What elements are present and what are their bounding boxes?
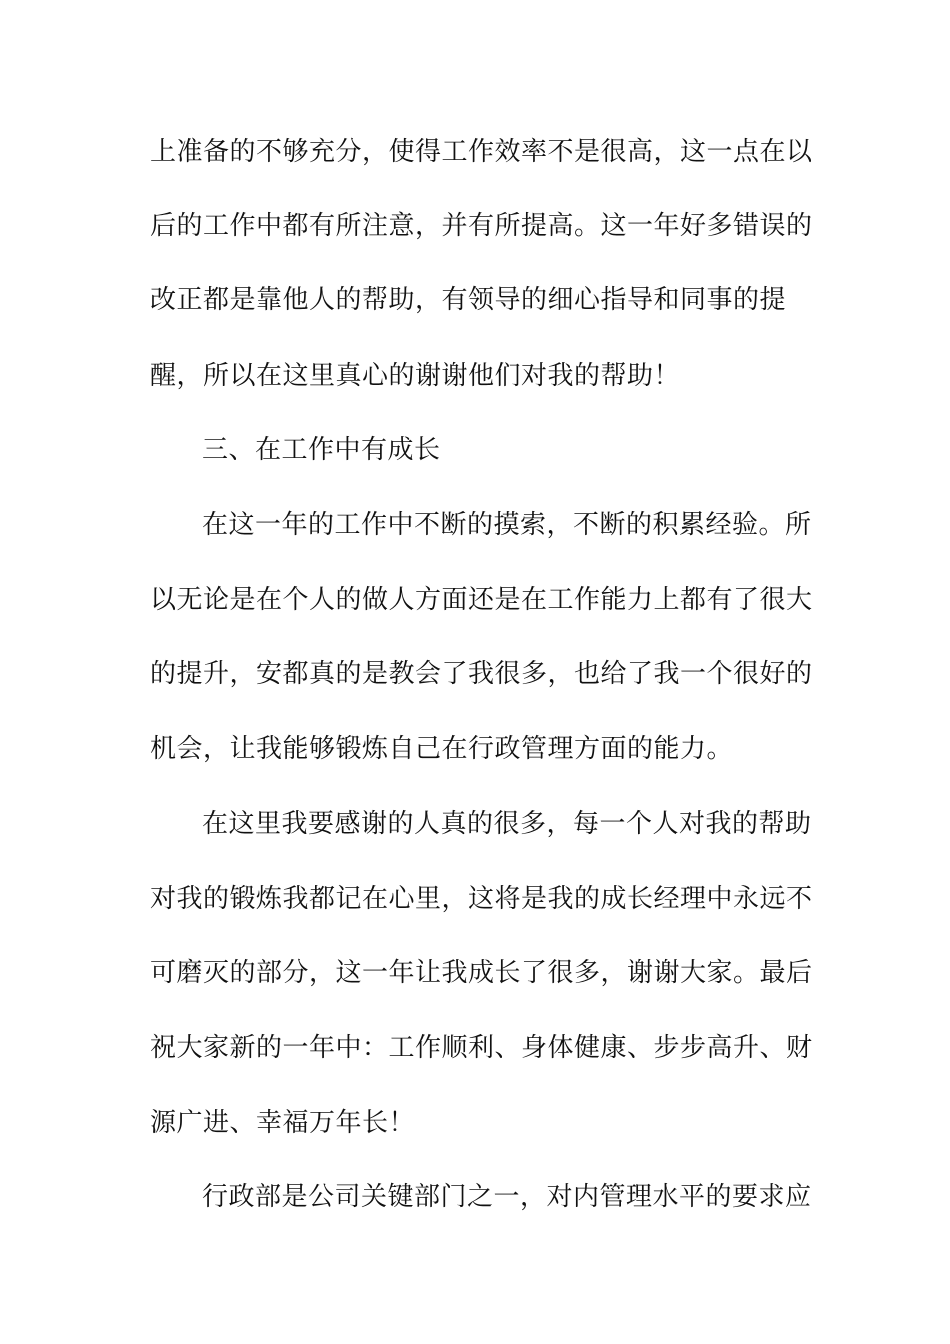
section-heading: 三、在工作中有成长 xyxy=(202,435,441,465)
text-line: 源广进、幸福万年长！ xyxy=(150,1108,416,1138)
text-line: 在这一年的工作中不断的摸索，不断的积累经验。所 xyxy=(202,510,812,540)
text-line: 后的工作中都有所注意，并有所提高。这一年好多错误的 xyxy=(150,211,813,241)
text-line: 可磨灭的部分，这一年让我成长了很多，谢谢大家。最后 xyxy=(150,958,813,988)
text-line: 在这里我要感谢的人真的很多，每一个人对我的帮助 xyxy=(202,809,812,839)
text-line: 祝大家新的一年中：工作顺利、身体健康、步步高升、财 xyxy=(150,1033,813,1063)
text-line: 机会，让我能够锻炼自己在行政管理方面的能力。 xyxy=(150,734,734,764)
text-line: 以无论是在个人的做人方面还是在工作能力上都有了很大 xyxy=(150,585,813,615)
text-line: 对我的锻炼我都记在心里，这将是我的成长经理中永远不 xyxy=(150,884,813,914)
text-line: 的提升，安都真的是教会了我很多，也给了我一个很好的 xyxy=(150,659,813,689)
text-line: 上准备的不够充分，使得工作效率不是很高，这一点在以 xyxy=(150,137,813,167)
text-line: 行政部是公司关键部门之一，对内管理水平的要求应 xyxy=(202,1182,812,1212)
text-line: 醒，所以在这里真心的谢谢他们对我的帮助！ xyxy=(150,361,681,391)
text-line: 改正都是靠他人的帮助，有领导的细心指导和同事的提 xyxy=(150,285,787,315)
